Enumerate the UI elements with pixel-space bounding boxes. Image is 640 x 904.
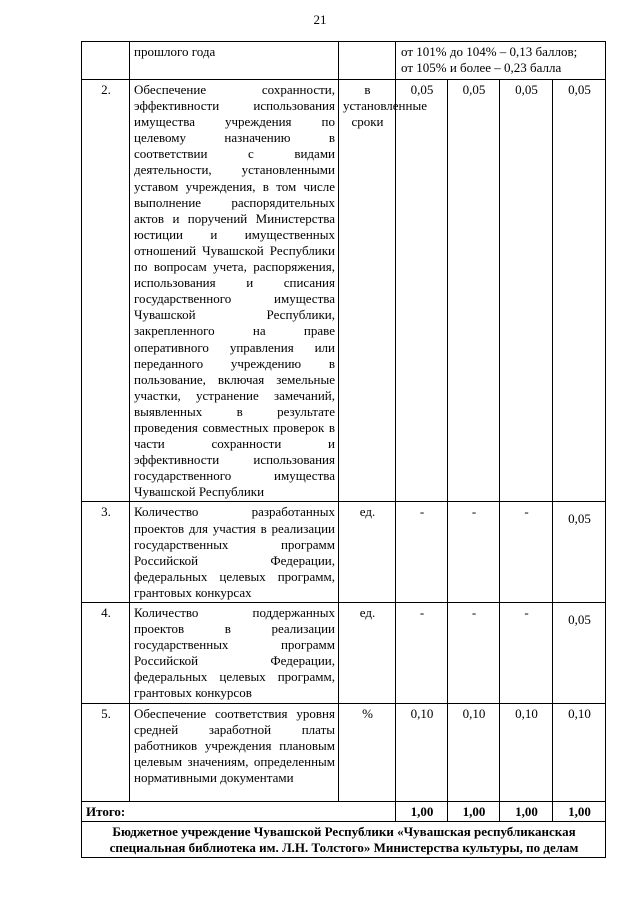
- indicator-name-cell: прошлого года: [130, 42, 339, 80]
- value-cell: -: [448, 502, 500, 603]
- indicator-name-cell: Обеспечение соответствия уровня средней заработной платы работников учреждения плановым целевым значениям, определенным нормативными документами: [130, 703, 339, 801]
- row-number-cell: [82, 42, 130, 80]
- total-value-cell: 1,00: [500, 801, 553, 821]
- value-cell: -: [396, 502, 448, 603]
- table-row: [82, 80, 606, 502]
- value-cell: 0,05: [553, 502, 606, 603]
- value-cell: -: [500, 603, 553, 704]
- indicator-name-cell: Количество поддержанных проектов в реализации государственных программ Российской Федерации, федеральных целевых программ, грантовых конкурсов: [130, 603, 339, 704]
- unit-cell: ед.: [339, 603, 396, 704]
- total-label: Итого:: [82, 801, 396, 821]
- value-cell: 0,05: [500, 80, 553, 502]
- section-heading: Бюджетное учреждение Чувашской Республики «Чувашская республиканская специальная библиотека им. Л.Н. Толстого» Министерства культуры, по делам: [82, 821, 606, 857]
- value-cell: 0,10: [448, 703, 500, 801]
- value-cell: 0,05: [448, 80, 500, 502]
- value-cell: 0,05: [396, 80, 448, 502]
- unit-cell: %: [339, 703, 396, 801]
- table-row: [82, 603, 606, 704]
- unit-cell: ед.: [339, 502, 396, 603]
- row-number-cell: 2.: [82, 80, 130, 502]
- indicator-name-cell: Обеспечение сохранности, эффективности использования имущества учреждения по целевому назначению в соответствии с видами деятельности, установленными уставом учреждения, в том числе выполнение распорядительных актов и поручений Министерства юстиции и имущественных отношений Чувашской Республики по вопросам учета, распоряжения, использования и списания государственного имущества Чувашской Республики, закрепленного на праве оперативного управления или переданного учреждению в пользование, включая земельные участки, устранение замечаний, выявленных в результате проведения совместных проверок в части сохранности и эффективности использования государственного имущества Чувашской Республики: [130, 80, 339, 502]
- value-cell: -: [500, 502, 553, 603]
- total-value-cell: 1,00: [396, 801, 448, 821]
- row-number-cell: 4.: [82, 603, 130, 704]
- value-cell: 0,05: [553, 603, 606, 704]
- score-criteria-line: от 105% и более – 0,23 балла: [401, 60, 562, 76]
- total-value-cell: 1,00: [553, 801, 606, 821]
- row-number-cell: 3.: [82, 502, 130, 603]
- table-row: [82, 502, 606, 603]
- value-cell: 0,05: [553, 80, 606, 502]
- value-cell: -: [448, 603, 500, 704]
- indicator-name-cell: Количество разработанных проектов для участия в реализации государственных программ Российской Федерации, федеральных целевых программ, грантовых конкурсах: [130, 502, 339, 603]
- value-cell: -: [396, 603, 448, 704]
- table-row: [82, 703, 606, 801]
- row-number-cell: 5.: [82, 703, 130, 801]
- unit-cell: [339, 42, 396, 80]
- total-value-cell: 1,00: [448, 801, 500, 821]
- score-criteria-cell: [396, 42, 606, 80]
- table-row-continued: [82, 42, 606, 80]
- indicators-table: [81, 41, 606, 858]
- value-cell: 0,10: [396, 703, 448, 801]
- score-criteria-line: от 101% до 104% – 0,13 баллов;: [401, 44, 578, 59]
- total-row: [82, 801, 606, 821]
- value-cell: 0,10: [553, 703, 606, 801]
- section-heading-row: [82, 821, 606, 857]
- value-cell: 0,10: [500, 703, 553, 801]
- unit-cell: в установленные сроки: [339, 80, 396, 502]
- page-number: 21: [313, 12, 327, 27]
